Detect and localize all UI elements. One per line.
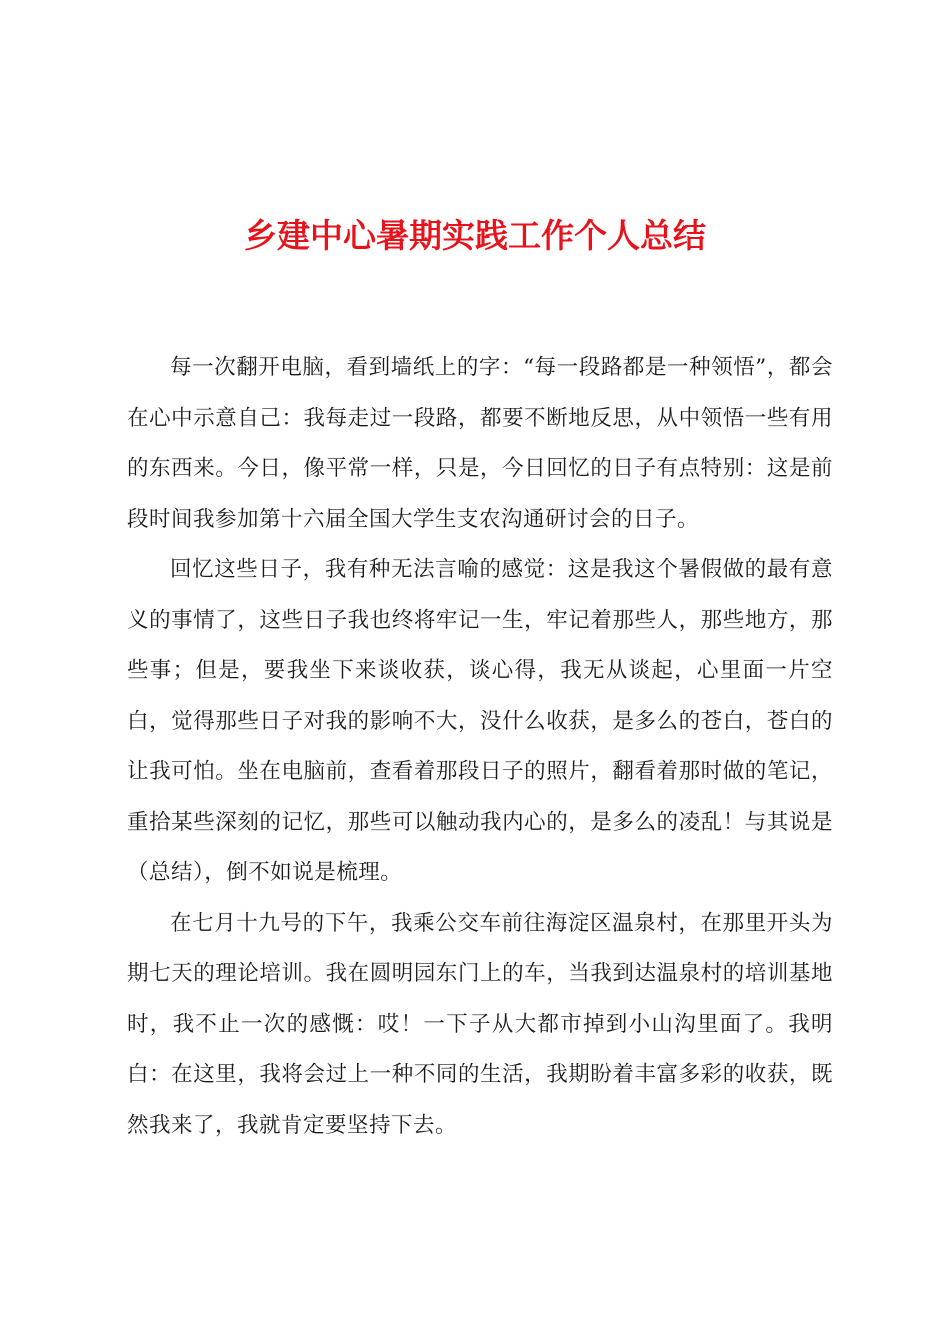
document-body bbox=[127, 343, 833, 1151]
document-title: 乡建中心暑期实践工作个人总结 bbox=[244, 216, 706, 255]
paragraph-3: 在七月十九号的下午，我乘公交车前往海淀区温泉村，在那里开头为期七天的理论培训。我在圆明园东门上的车，当我到达温泉村的培训基地时，我不止一次的感慨：哎！一下子从大都市掉到小山沟里面了。我明白：在这里，我将会过上一种不同的生活，我期盼着丰富多彩的收获，既然我来了，我就肯定要坚持下去。 bbox=[127, 910, 833, 1138]
paragraph-1: 每一次翻开电脑，看到墙纸上的字：“每一段路都是一种领悟”，都会在心中示意自己：我每走过一段路，都要不断地反思，从中领悟一些有用的东西来。今日，像平常一样，只是，今日回忆的日子有点特别：这是前段时间我参加第十六届全国大学生支农沟通研讨会的日子。 bbox=[127, 355, 833, 532]
paragraph-2: 回忆这些日子，我有种无法言喻的感觉：这是我这个暑假做的最有意义的事情了，这些日子我也终将牢记一生，牢记着那些人，那些地方，那些事；但是，要我坐下来谈收获，谈心得，我无从谈起，心里面一片空白，觉得那些日子对我的影响不大，没什么收获，是多么的苍白，苍白的让我可怕。坐在电脑前，查看着那段日子的照片，翻看着那时做的笔记，重拾某些深刻的记忆，那些可以触动我内心的，是多么的凌乱！与其说是（总结），倒不如说是梳理。 bbox=[127, 557, 833, 885]
